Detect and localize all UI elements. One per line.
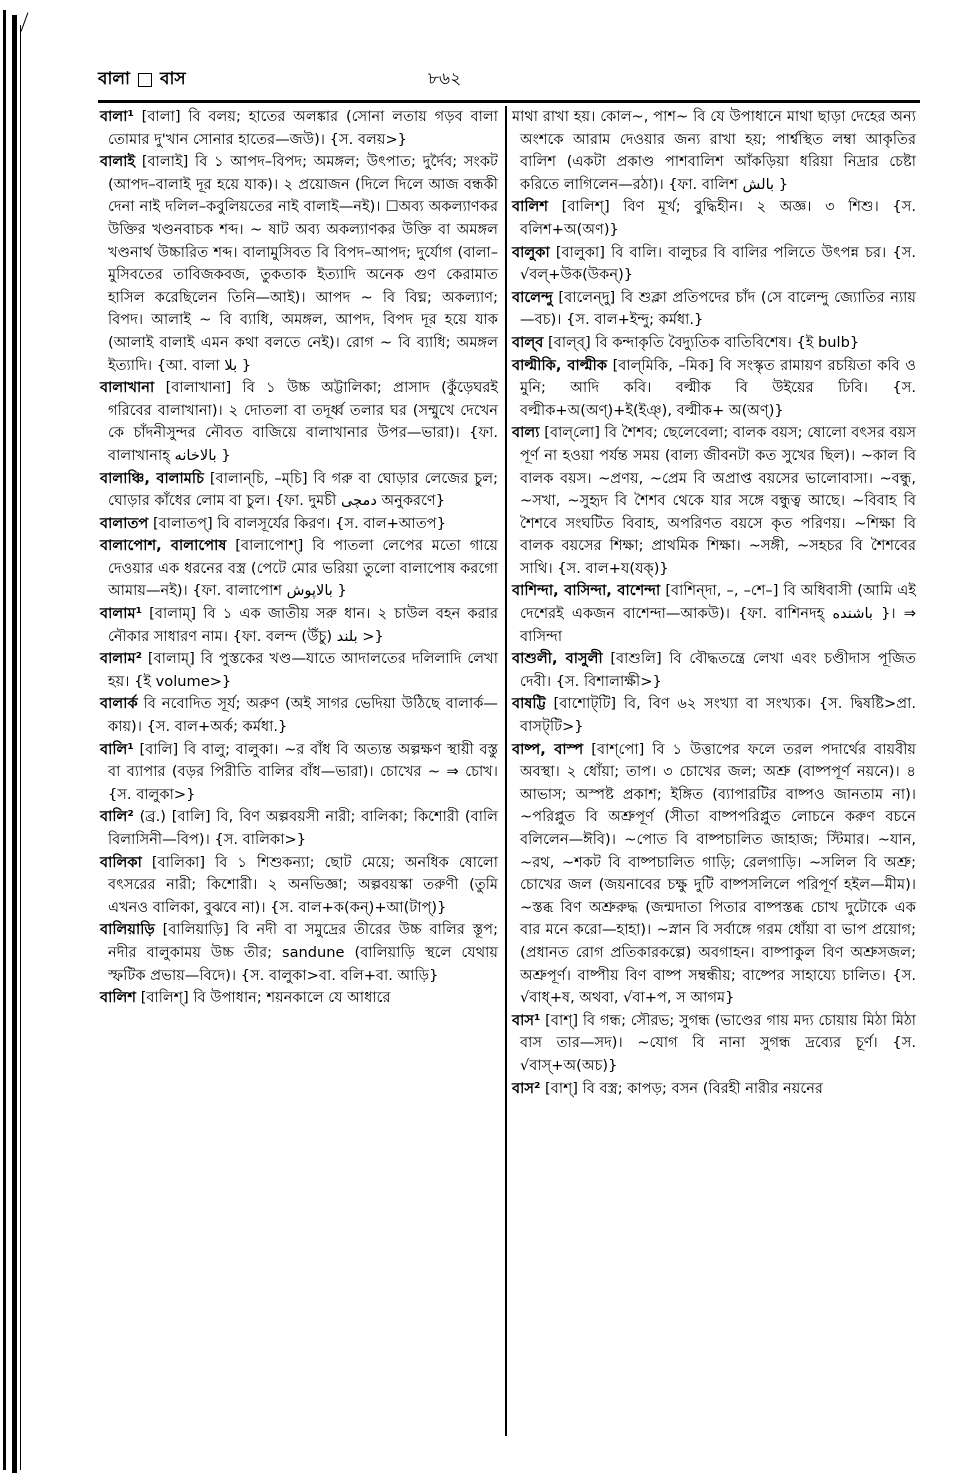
dictionary-entry (512, 355, 916, 423)
dictionary-entry (100, 987, 498, 1010)
entry-definition: [বালিকা] বি ১ শিশুকন্যা; ছোট মেয়ে; অনধিক ষোলো বৎসরের নারী; কিশোরী। ২ অনভিজ্ঞা; অল্পবয়স্কা তরুণী (তুমি এখনও বালিকা, বুঝবে না)। {স. বাল+ক(কন্‌)+আ(টাপ্‌)} (108, 853, 498, 916)
dictionary-entry (512, 1010, 916, 1078)
dictionary-entry (100, 693, 498, 738)
dictionary-entry (100, 106, 498, 151)
entry-definition: [বাল্‌ব্‌] বি কন্দাকৃতি বৈদ্যুতিক বাতিবিশেষ। {ই bulb} (548, 333, 860, 351)
page-header (98, 66, 918, 96)
dictionary-entry (512, 1078, 916, 1101)
dictionary-entry (100, 806, 498, 851)
dictionary-entry (100, 468, 498, 513)
entry-definition: [বালাখানা] বি ১ উচ্চ অট্টালিকা; প্রাসাদ (কুঁড়েঘরই গরিবের বালাখানা)। ২ দোতলা বা তদূর্ধ্ব তলার ঘর (সম্মুখে দেখেন কে চাঁদনীসুন্দর নৌবত বাজিয়ে বালাখানার উপর—ভারা)। {ফা. বালাখানাহ্ بالاخانه } (108, 379, 498, 464)
dictionary-entry (512, 332, 916, 355)
binding-line (20, 25, 21, 1470)
book-binding-edge (0, 0, 30, 1473)
binding-line (21, 12, 29, 31)
dictionary-entry (100, 919, 498, 987)
entry-headword: বালাতপ (100, 514, 149, 532)
dictionary-entry (100, 151, 498, 377)
dictionary-entry (100, 535, 498, 603)
dictionary-entry (100, 852, 498, 920)
dictionary-entry (512, 106, 916, 196)
entry-headword: বাশুলী, বাসুলী (512, 650, 603, 668)
entry-definition: [বালান্‌চি, –ম্‌চি] বি গরু বা ঘোড়ার লেজের চুল; ঘোড়ার কাঁধের লোম বা চুল। {ফা. দুমচী دمچی অনুকরণে} (108, 469, 498, 510)
entry-headword: বাশিন্দা, বাসিন্দা, বাশেন্দা (512, 582, 661, 600)
entry-headword: বালাই (100, 153, 136, 171)
entry-definition: [বাল্‌মিকি, –মিক] বি সংস্কৃত রামায়ণ রচয়িতা কবি ও মুনি; আদি কবি। বল্মীক বি উইয়ের ঢিবি। {স. বল্মীক+অ(অণ্‌)+ই(ইঞ্‌), বল্মীক+ অ(অণ্‌)} (520, 356, 916, 419)
guide-words (98, 66, 186, 94)
right-column (512, 106, 916, 1100)
binding-line (3, 10, 6, 1470)
entry-headword: বাস² (512, 1079, 541, 1097)
dictionary-entry (512, 739, 916, 1010)
entry-headword: বালাম² (100, 650, 142, 668)
entry-definition: [বাশোট্‌টি] বি, বিণ ৬২ সংখ্যা বা সংখ্যক। {স. দ্বিষষ্টি>প্রা. বাসট্‌টি>} (520, 695, 917, 736)
entry-definition: [বাল্‌লো] বি শৈশব; ছেলেবেলা; বালক বয়স; ষোলো বৎসর বয়স পূর্ণ না হওয়া পর্যন্ত সময় (বাল্য জীবনটা কত সুখের ছিল)। ~কাল বি বালক বয়স। ~প্রণয়, ~প্রেম বি অপ্রাপ্ত বয়সের ভালোবাসা। ~বন্ধু, ~সখা, ~সুহৃদ বি শৈশব থেকে যার সঙ্গে বন্ধুত্ব আছে। ~বিবাহ বি শৈশবে সংঘটিত বিবাহ, অপরিণত বয়সে কৃত পরিণয়। ~শিক্ষা বি বালক বয়সের শিক্ষা; প্রাথমিক শিক্ষা। ~সঙ্গী, ~সহচর বি শৈশবের সাথি। {স. বাল+য(যক্‌)} (520, 424, 916, 577)
entry-definition: [বালিয়াড়ি] বি নদী বা সমুদ্রের তীরের উচ্চ বালির স্তূপ; নদীর বালুকাময় উচ্চ তীর; sandune (বালিয়াড়ি স্থলে যেথায় স্ফটিক প্রভায়—বিদে)। {স. বালুকা>বা. বলি+বা. আড়ি} (108, 921, 499, 984)
guide-word-first: বালা (98, 69, 130, 89)
header-rule (98, 100, 920, 103)
entry-definition: [বালাম্‌] বি পুস্তকের খণ্ড—যাতে আদালতের দলিলাদি লেখা হয়। {ই volume>} (108, 650, 499, 690)
guide-separator-box-icon (138, 73, 152, 87)
entry-definition: [বালেন্‌দু] বি শুক্লা প্রতিপদের চাঁদ (সে বালেন্দু জ্যোতির ন্যায়—বচ)। {স. বাল+ইন্দু; কর্মধা.} (520, 288, 917, 329)
dictionary-entry (100, 603, 498, 648)
entry-headword: বাষ্প, বাস্প (512, 740, 584, 758)
entry-headword: বাল্য (512, 424, 540, 442)
dictionary-entry (100, 648, 498, 693)
entry-headword: বালাম¹ (100, 605, 142, 623)
dictionary-entry (512, 242, 916, 287)
entry-definition: [বালিশ্‌] বি উপাধান; শয়নকালে যে আধারে (140, 989, 391, 1007)
dictionary-entry (100, 739, 498, 807)
entry-definition: [বাশিন্‌দা, –, –শে–] বি অধিবাসী (আমি এই দেশেরই একজন বাশেন্দা—আকউ)। {ফা. বাশিনদহ্‌ باشنده }। ⇒ বাসিন্দা (520, 582, 916, 645)
entry-definition: [বালিশ্‌] বিণ মূর্খ; বুদ্ধিহীন। ২ অজ্ঞ। ৩ শিশু। {স. বলিশ+অ(অণ)} (520, 198, 917, 238)
entry-definition: বি নবোদিত সূর্য; অরুণ (অই সাগর ভেদিয়া উঠিছে বালার্ক—কায়)। {স. বাল+অর্ক; কর্মধা.} (108, 695, 498, 736)
entry-headword: বালি¹ (100, 740, 134, 758)
dictionary-entry (100, 513, 498, 536)
entry-headword: বালিকা (100, 853, 142, 871)
dictionary-entry (100, 377, 498, 467)
entry-definition: মাথা রাখা হয়। কোল~, পাশ~ বি যে উপাধানে মাথা ছাড়া দেহের অন্য অংশকে আরাম দেওয়ার জন্য রাখা হয়; পার্শ্বস্থিত লম্বা আকৃতির বালিশ (একটা প্রকাণ্ড পাশবালিশ আঁকড়িয়া ধরিয়া নিদ্রার চেষ্টা করিতে লাগিলেন—রঠা)। {ফা. বালিশ بالش } (512, 108, 916, 193)
entry-definition: [বালাম্‌] বি ১ এক জাতীয় সরু ধান। ২ চাউল বহন করার নৌকার সাধারণ নাম। {ফা. বলন্দ (উঁচু) بلند >} (108, 605, 498, 645)
dictionary-entry (512, 287, 916, 332)
column-divider (505, 106, 507, 1436)
entry-definition: [বালা] বি বলয়; হাতের অলঙ্কার (সোনা লতায় গড়ব বালা তোমার দু'খান সোনার হাতের—জউ)। {স. বলয়>} (108, 108, 499, 148)
entry-definition: [বাশ্‌] বি গন্ধ; সৌরভ; সুগন্ধ (ভাণ্ডের গায় মদ্য চোয়ায় মিঠা মিঠা বাস তার—সদ)। ~যোগ বি নানা সুগন্ধ দ্রব্যের চূর্ণ। {স. √বাস্‌+অ(অচ)} (520, 1011, 917, 1074)
guide-word-last: বাস (160, 69, 186, 89)
entry-headword: বালিশ (512, 198, 549, 216)
entry-headword: বালিয়াড়ি (100, 921, 155, 939)
entry-headword: বালাপোশ, বালাপোষ (100, 537, 227, 555)
entry-headword: বালুকা (512, 243, 550, 261)
entry-headword: বাল্‌ব (512, 333, 544, 351)
binding-line (12, 15, 17, 1473)
page-number: ৮৬২ (428, 69, 462, 89)
dictionary-entry (512, 580, 916, 648)
entry-definition: [বালুকা] বি বালি। বালুচর বি বালির পলিতে উৎপন্ন চর। {স. √বল্‌+উক(উকন্‌)} (520, 243, 917, 284)
entry-headword: বালিশ (100, 989, 137, 1007)
entry-headword: বালার্ক (100, 695, 138, 713)
dictionary-entry (512, 422, 916, 580)
entry-definition: (ব্র.) [বালি] বি, বিণ অল্পবয়সী নারী; বালিকা; কিশোরী (বালি বিলাসিনী—বিপ)। {স. বালিকা>} (108, 808, 499, 848)
entry-headword: বালা¹ (100, 108, 134, 125)
entry-definition: [বালাতপ্‌] বি বালসূর্যের কিরণ। {স. বাল+আতপ} (152, 514, 446, 532)
entry-headword: বালি² (100, 808, 134, 826)
entry-headword: বাস¹ (512, 1011, 541, 1029)
dictionary-entry (512, 196, 916, 241)
entry-headword: বালাঞ্চি, বালামচি (100, 469, 204, 487)
entry-headword: বাষট্টি (512, 695, 546, 713)
entry-definition: [বালি] বি বালু; বালুকা। ~র বাঁধ বি অত্যন্ত অল্পক্ষণ স্থায়ী বস্তু বা ব্যাপার (বড়র পিরীতি বালির বাঁধ—ভারা)। চোখের ~ ⇒ চোখ। {স. বালুকা>} (108, 740, 499, 803)
left-column (100, 106, 498, 1010)
dictionary-entry (512, 693, 916, 738)
entry-definition: [বালাই] বি ১ আপদ–বিপদ; অমঙ্গল; উৎপাত; দুর্দৈব; সংকট (আপদ–বালাই দূর হয়ে যাক)। ২ প্রয়োজন (দিলে দিলে আজ বন্ধকী দেনা নাই দলিল–কবুলিয়তের নাই বালাই—নই)। ☐অব্য অকল্যাণকর উক্তির খণ্ডনবাচক শব্দ। ~ ষাট অব্য অকল্যাণকর উক্তি বা অমঙ্গল খণ্ডনার্থ উচ্চারিত শব্দ। বালামুসিবত বি বিপদ–আপদ; দুর্যোগ (বালা–মুসিবতের তাবিজকবজ, তুকতাক ইত্যাদি অনেক গুণ কেরামাত হাসিল করেছিলেন তিনি—আই)। আপদ ~ বি বিঘ্ন; অকল্যাণ; বিপদ। আলাই ~ বি ব্যাধি, অমঙ্গল, আপদ, বিপদ দূর হয়ে যাক (আলাই বালাই এমন কথা বলতে নেই)। রোগ ~ বি ব্যাধি; অমঙ্গল ইত্যাদি। {আ. বালা بلا } (108, 153, 498, 374)
entry-definition: [বাশুলি] বি বৌদ্ধতন্ত্রে লেখা এবং চণ্ডীদাস পূজিত দেবী। {স. বিশালাক্ষী>} (520, 650, 917, 690)
entry-definition: [বাশ্‌পো] বি ১ উত্তাপের ফলে তরল পদার্থের বায়বীয় অবস্থা। ২ ধোঁয়া; তাপ। ৩ চোখের জল; অশ্রু (বাষ্পপূর্ণ নয়নে)। ৪ আভাস; অস্পষ্ট প্রকাশ; ইঙ্গিত (ব্যাপারটির বাষ্পও জানতাম না)। ~পরিপ্লুত বি অশ্রুপূর্ণ (সীতা বাষ্পপরিপ্লুত লোচনে করুণ বচনে বলিলেন—ঈবি)। ~পোত বি বাষ্পচালিত জাহাজ; স্টিমার। ~যান, ~রথ, ~শকট বি বাষ্পচালিত গাড়ি; রেলগাড়ি। ~সলিল বি অশ্রু; চোখের জল (জয়নাবের চক্ষু দুটি বাষ্পসলিলে পরিপূর্ণ হইল—মীম)। ~স্তব্ধ বিণ অশ্রুরুদ্ধ (জন্মদাতা পিতার বাষ্পস্তব্ধ চোখ দুটোকে এক বার মনে করো—হাহা)। ~স্নান বি সর্বাঙ্গে গরম ধোঁয়া বা ভাপ প্রয়োগ; (প্রধানত রোগ প্রতিকারকল্পে) অবগাহন। বাষ্পাকুল বিণ অশ্রুসজল; অশ্রুপূর্ণ। বাষ্পীয় বিণ বাষ্প সম্বন্ধীয়; বাষ্পের সাহায্যে চালিত। {স. √বাধ্‌+ষ, অথবা, √বা+প, স আগম} (520, 740, 916, 1007)
entry-headword: বাল্মীকি, বাল্মীক (512, 356, 608, 374)
dictionary-entry (512, 648, 916, 693)
entry-definition: [বাশ্‌] বি বস্ত্র; কাপড়; বসন (বিরহী নারীর নয়নের (545, 1079, 823, 1097)
entry-headword: বালেন্দু (512, 288, 553, 306)
entry-headword: বালাখানা (100, 379, 155, 397)
entry-definition: [বালাপোশ্‌] বি পাতলা লেপের মতো গায়ে দেওয়ার এক ধরনের বস্ত্র (পেটে মোর ভরিয়া তুলো বালাপোষ করগো আমায়—নই)। {ফা. বালাপোশ بالاپوش } (108, 537, 499, 600)
